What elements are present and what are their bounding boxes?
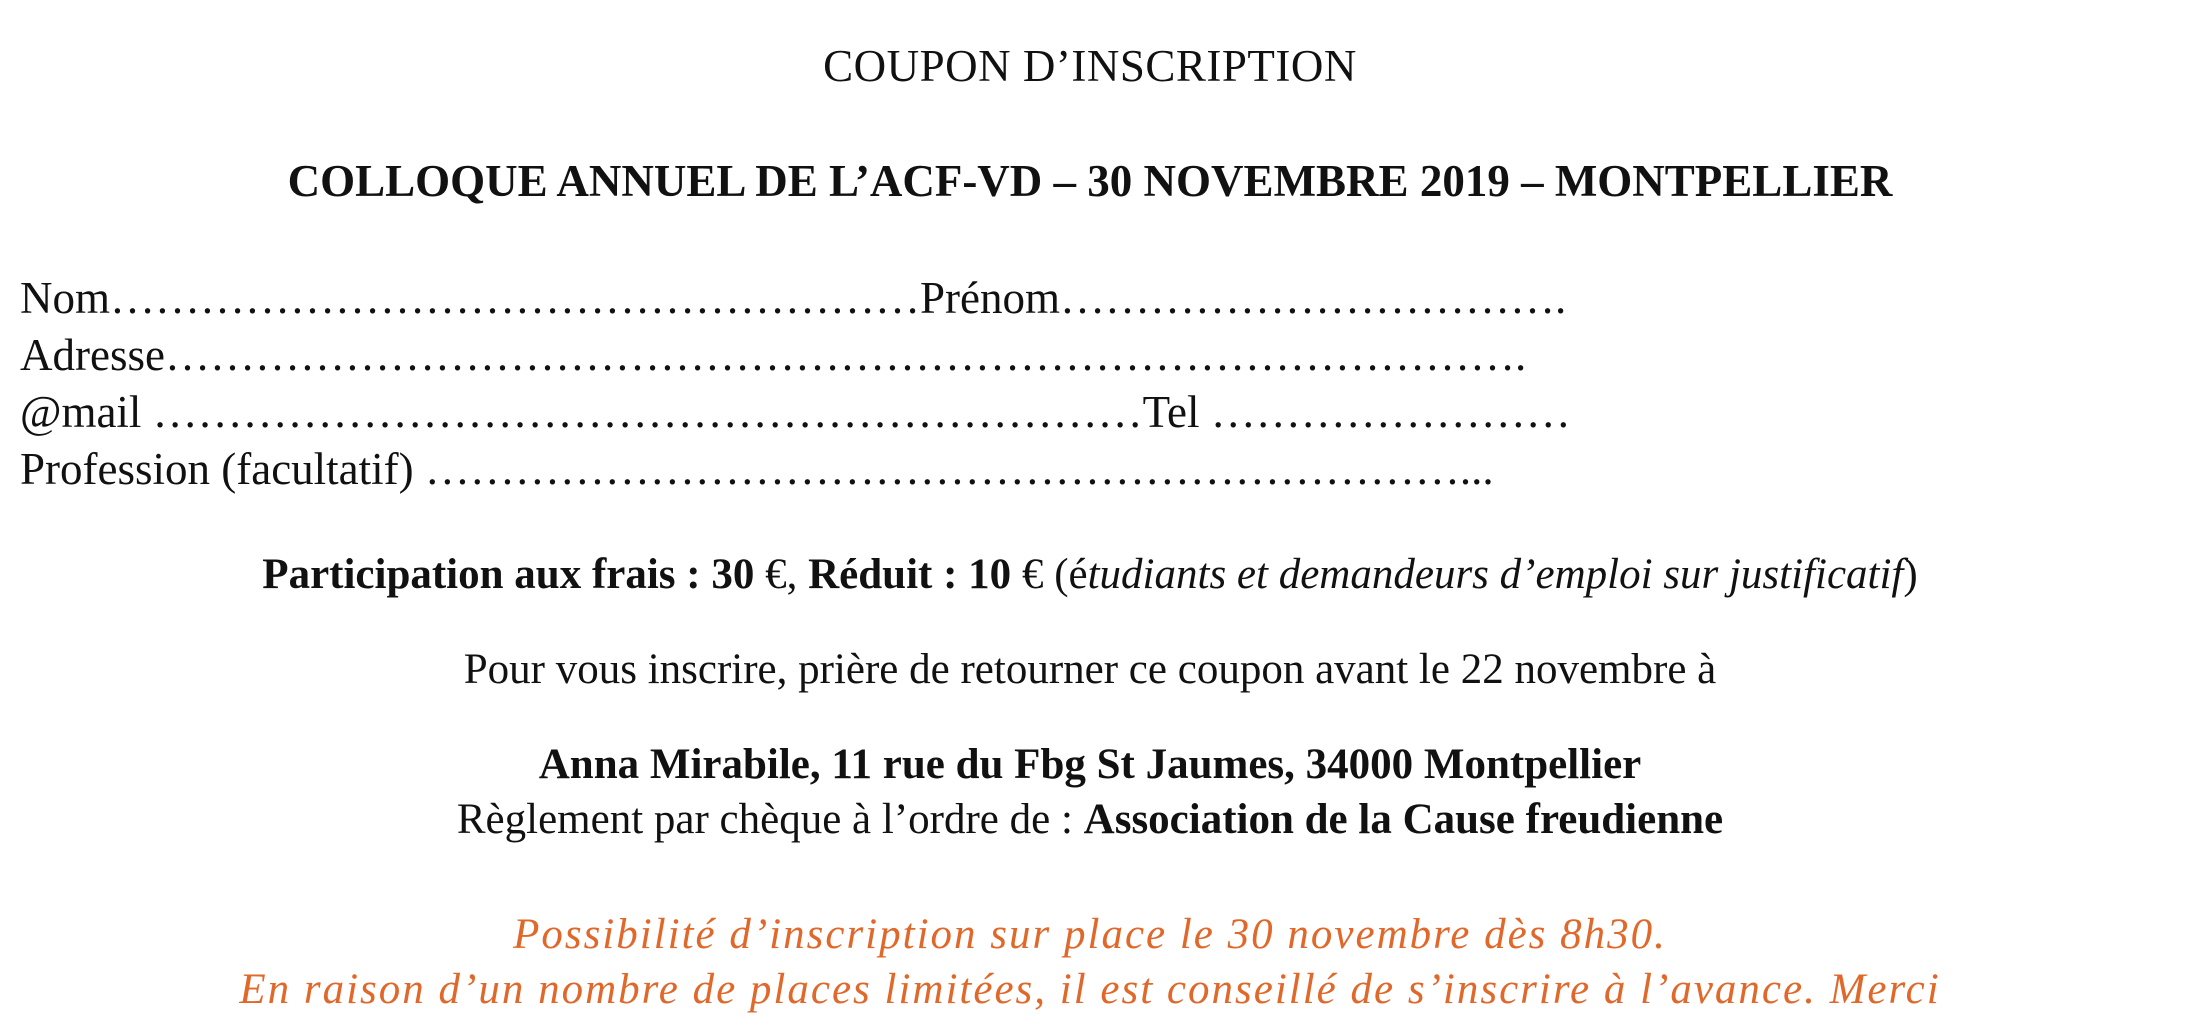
payment-line	[0, 795, 2180, 844]
full-fee-currency: €,	[754, 551, 809, 598]
profession-line: Profession (facultatif) ……………………………………………………………...	[20, 444, 1494, 494]
reduced-fee-label: Réduit : 10	[808, 551, 1012, 598]
reduced-fee-currency: € (	[1011, 551, 1069, 598]
email-tel-line: @mail …………………………………………………………Tel ……………………	[20, 387, 1571, 437]
payment-prefix: Règlement par chèque à l’ordre de :	[456, 796, 1084, 843]
page-title: COUPON D’INSCRIPTION	[823, 41, 1357, 91]
name-firstname-line: Nom………………………………………………Prénom…………………………….	[20, 273, 1567, 323]
reduced-note-close: )	[1903, 551, 1918, 598]
instruction-text: Pour vous inscrire, prière de retourner ce coupon avant le 22 novembre à	[463, 646, 1717, 693]
fees-line	[0, 550, 2180, 599]
payment-payee: Association de la Cause freudienne	[1083, 796, 1724, 843]
full-fee-label: Participation aux frais : 30	[262, 551, 755, 598]
form-fields	[20, 270, 1571, 498]
reduced-fee-note: tudiants et demandeurs d’emploi sur justificatif	[1087, 551, 1904, 598]
event-title: COLLOQUE ANNUEL DE L’ACF-VD – 30 NOVEMBRE 2019 – MONTPELLIER	[287, 156, 1893, 206]
postal-address: Anna Mirabile, 11 rue du Fbg St Jaumes, 34000 Montpellier	[538, 741, 1642, 788]
address-line: Adresse……………………………………………………………………………….	[20, 330, 1527, 380]
reduced-note-prefix: é	[1068, 551, 1088, 598]
onsite-registration-notice: Possibilité d’inscription sur place le 30 novembre dès 8h30.	[513, 911, 1667, 958]
limited-places-notice: En raison d’un nombre de places limitées, il est conseillé de s’inscrire à l’avance. Merci	[239, 966, 1941, 1013]
